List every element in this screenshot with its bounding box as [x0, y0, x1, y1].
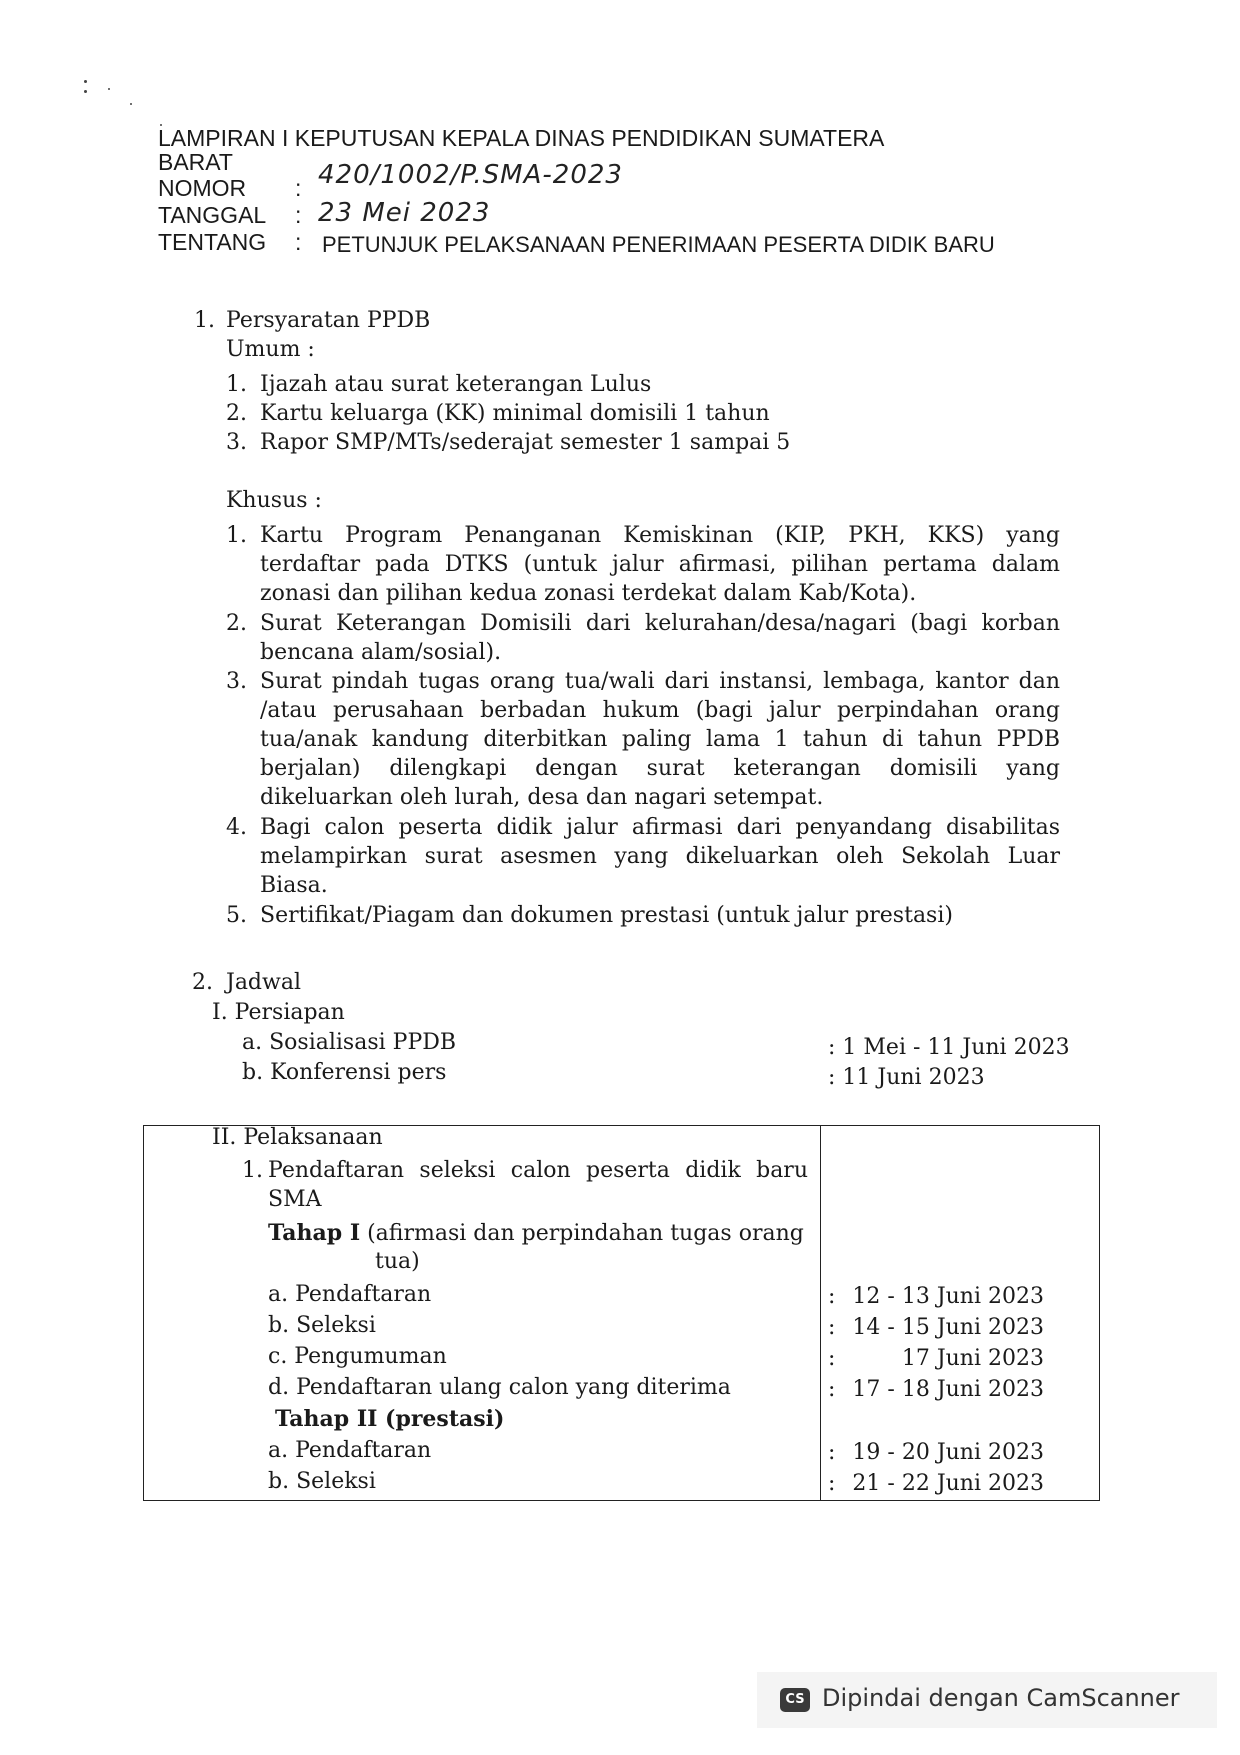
khusus-item-line: Kartu Program Penanganan Kemiskinan (KIP, PKH, KKS) yang	[260, 523, 1060, 548]
tahap-1-line-2: tua)	[375, 1249, 420, 1274]
persiapan-item-label: a. Sosialisasi PPDB	[242, 1030, 457, 1055]
khusus-item-line: /atau perusahaan berbadan hukum (bagi jalur perpindahan orang	[260, 698, 1060, 723]
tahap-1-item-colon: :	[828, 1346, 836, 1371]
khusus-item-line: bencana alam/sosial).	[260, 640, 502, 665]
section-2-title: Jadwal	[226, 970, 302, 995]
persiapan-item-label: b. Konferensi pers	[242, 1060, 447, 1085]
tanggal-label: TANGGAL	[158, 202, 267, 228]
tahap-2-item-colon: :	[828, 1471, 836, 1496]
tahap-1-item-label: a. Pendaftaran	[268, 1282, 432, 1307]
tentang-value: PETUNJUK PELAKSANAAN PENERIMAAN PESERTA DIDIK BARU	[322, 232, 995, 257]
khusus-item-line: dikeluarkan oleh lurah, desa dan nagari setempat.	[260, 785, 824, 810]
section-1-title: Persyaratan PPDB	[226, 308, 431, 333]
khusus-item-line: Surat Keterangan Domisili dari kelurahan/desa/nagari (bagi korban	[260, 611, 1060, 636]
pendaftaran-line-1: Pendaftaran seleksi calon peserta didik baru	[268, 1158, 808, 1183]
tahap-2-item-date: 21 - 22 Juni 2023	[852, 1471, 1044, 1496]
header-line-2: BARAT	[158, 149, 233, 175]
scan-speck	[84, 90, 87, 93]
nomor-colon: :	[295, 175, 302, 201]
umum-label: Umum :	[226, 337, 315, 362]
tahap-2-item-label: b. Seleksi	[268, 1469, 376, 1494]
section-2-number: 2.	[192, 970, 213, 995]
khusus-item-line: zonasi dan pilihan kedua zonasi terdekat dalam Kab/Kota).	[260, 581, 917, 606]
umum-item-number: 2.	[226, 401, 247, 426]
khusus-item-number: 3.	[226, 669, 247, 694]
tanggal-colon: :	[295, 202, 302, 228]
tahap-1-item-label: b. Seleksi	[268, 1313, 376, 1338]
khusus-item-line: Biasa.	[260, 873, 328, 898]
tahap-1-item-colon: :	[828, 1315, 836, 1340]
khusus-item-line: Bagi calon peserta didik jalur afirmasi dari penyandang disabilitas	[260, 815, 1060, 840]
khusus-item-number: 4.	[226, 815, 247, 840]
tahap-1-item-colon: :	[828, 1377, 836, 1402]
tanggal-handwritten-value: 23 Mei 2023	[318, 198, 491, 228]
tentang-colon: :	[295, 229, 302, 255]
scan-speck	[108, 88, 110, 90]
tahap-1-item-colon: :	[828, 1284, 836, 1309]
umum-item-text: Ijazah atau surat keterangan Lulus	[260, 372, 652, 397]
tahap-1-item-label: c. Pengumuman	[268, 1344, 447, 1369]
tentang-label: TENTANG	[158, 229, 267, 255]
tahap-2-item-colon: :	[828, 1440, 836, 1465]
persiapan-item-date: : 1 Mei - 11 Juni 2023	[828, 1035, 1070, 1060]
khusus-item-line: berjalan) dilengkapi dengan surat keterangan domisili yang	[260, 756, 1060, 781]
nomor-label: NOMOR	[158, 175, 247, 201]
khusus-label: Khusus :	[226, 488, 322, 513]
tahap-1-item-date: 17 Juni 2023	[901, 1346, 1044, 1371]
section-1-number: 1.	[194, 308, 215, 333]
khusus-item-line: Surat pindah tugas orang tua/wali dari instansi, lembaga, kantor dan	[260, 669, 1060, 694]
tahap-1-item-date: 17 - 18 Juni 2023	[852, 1377, 1044, 1402]
tahap-2-heading: Tahap II (prestasi)	[275, 1406, 505, 1432]
nomor-handwritten-value: 420/1002/P.SMA-2023	[318, 160, 623, 190]
persiapan-item-date: : 11 Juni 2023	[828, 1065, 985, 1090]
camscanner-text: Dipindai dengan CamScanner	[822, 1684, 1180, 1712]
khusus-item-line: tua/anak kandung diterbitkan paling lama 1 tahun di tahun PPDB	[260, 727, 1060, 752]
khusus-item-number: 1.	[226, 523, 247, 548]
persiapan-title: I. Persiapan	[212, 1000, 345, 1025]
umum-item-text: Rapor SMP/MTs/sederajat semester 1 sampai 5	[260, 430, 791, 455]
khusus-item-line: terdaftar pada DTKS (untuk jalur afirmasi, pilihan pertama dalam	[260, 552, 1060, 577]
pelaksanaan-title: II. Pelaksanaan	[212, 1125, 383, 1150]
tahap-1-item-date: 12 - 13 Juni 2023	[852, 1284, 1044, 1309]
camscanner-logo-icon: CS	[780, 1688, 810, 1712]
umum-item-text: Kartu keluarga (KK) minimal domisili 1 tahun	[260, 401, 770, 426]
tahap-1-desc: (afirmasi dan perpindahan tugas orang	[360, 1221, 804, 1246]
pendaftaran-number: 1.	[242, 1158, 263, 1183]
umum-item-number: 1.	[226, 372, 247, 397]
khusus-item-number: 5.	[226, 903, 247, 928]
tahap-1-item-date: 14 - 15 Juni 2023	[852, 1315, 1044, 1340]
scan-speck	[84, 80, 87, 83]
tahap-1-heading	[268, 1220, 804, 1246]
scan-speck	[130, 103, 132, 105]
umum-item-number: 3.	[226, 430, 247, 455]
pendaftaran-line-2: SMA	[268, 1187, 322, 1212]
tahap-2-item-label: a. Pendaftaran	[268, 1438, 432, 1463]
table-column-divider	[820, 1125, 821, 1501]
khusus-item-number: 2.	[226, 611, 247, 636]
khusus-item-line: Sertifikat/Piagam dan dokumen prestasi (untuk jalur prestasi)	[260, 903, 953, 928]
khusus-item-line: melampirkan surat asesmen yang dikeluarkan oleh Sekolah Luar	[260, 844, 1060, 869]
tahap-1-bold: Tahap I	[268, 1220, 361, 1246]
tahap-2-item-date: 19 - 20 Juni 2023	[852, 1440, 1044, 1465]
header-line-1: LAMPIRAN I KEPUTUSAN KEPALA DINAS PENDIDIKAN SUMATERA	[158, 125, 885, 151]
tahap-1-item-label: d. Pendaftaran ulang calon yang diterima	[268, 1375, 731, 1400]
